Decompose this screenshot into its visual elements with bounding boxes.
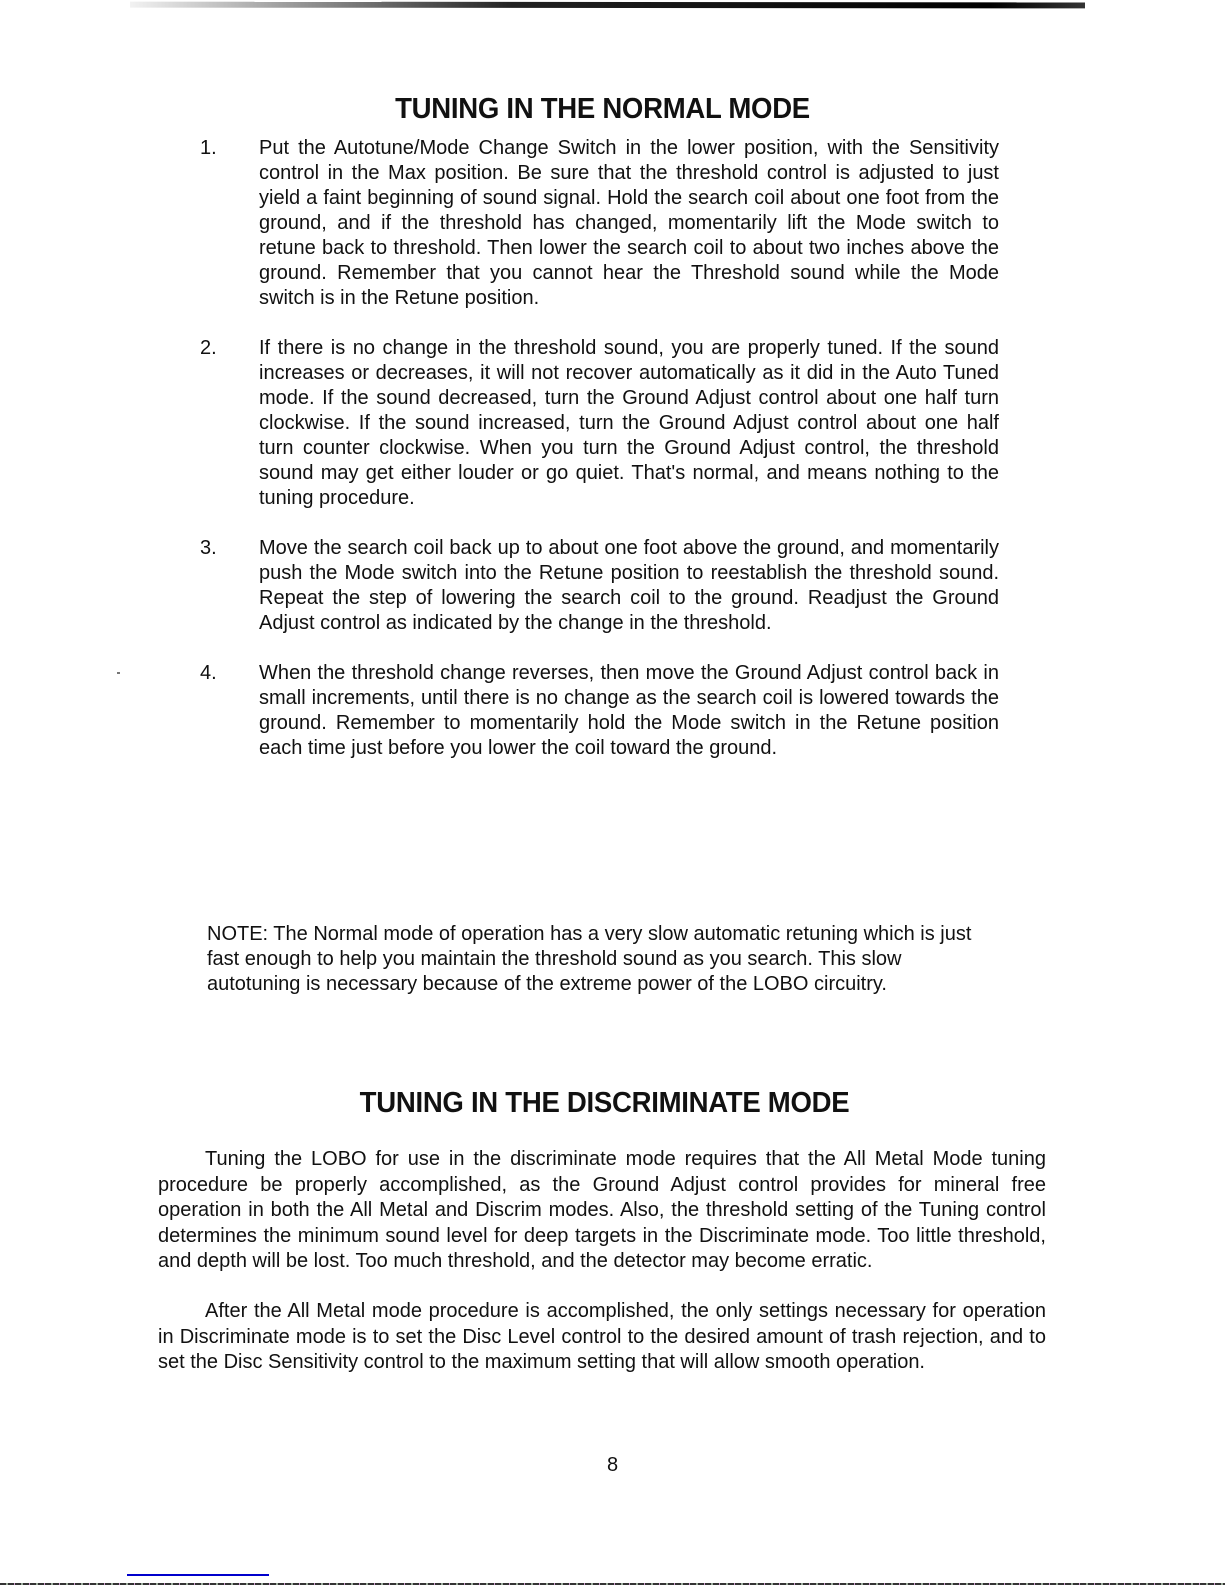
normal-mode-note: NOTE: The Normal mode of operation has a very slow automatic retuning which is just fast enough to help you maintain the threshold sound as you search. This slow autotuning is necessary because of the extreme power of the LOBO circuitry. [207,923,972,995]
step-item [200,336,1000,511]
section-heading-discriminate-mode: TUNING IN THE DISCRIMINATE MODE [359,1087,850,1120]
scan-artifact [117,672,120,674]
step-text: Move the search coil back up to about one foot above the ground, and momentarily push the Mode switch into the Retune position to reestablish the threshold sound. Repeat the step of lowering the search coil to the ground. Readjust the Ground Adjust control as indicated by the change in the threshold. [259,537,999,634]
scan-top-edge [130,2,1085,9]
discriminate-paragraph-1: Tuning the LOBO for use in the discriminate mode requires that the All Metal Mode tuning procedure be properly accomplished, as the Ground Adjust control provides for mineral free operation in both the All Metal and Discrim modes. Also, the threshold setting of the Tuning control determines the minimum sound level for deep targets in the Discriminate mode. Too little threshold, and depth will be lost. Too much threshold, and the detector may become erratic. [158,1148,1046,1272]
step-text: If there is no change in the threshold sound, you are properly tuned. If the sound increases or decreases, it will not recover automatically as it did in the Auto Tuned mode. If the sound decreased, turn the Ground Adjust control about one half turn clockwise. If the sound increased, turn the Ground Adjust control about one half turn counter clockwise. When you turn the Ground Adjust control, the threshold sound may get either louder or go quiet. That's normal, and means nothing to the tuning procedure. [259,337,999,509]
section-heading-normal-mode: TUNING IN THE NORMAL MODE [395,93,810,126]
step-item [200,536,1000,636]
normal-mode-steps [200,136,1000,786]
step-number: 3. [200,537,217,559]
step-text: When the threshold change reverses, then move the Ground Adjust control back in small increments, until there is no change as the search coil is lowered towards the ground. Remember to momentarily hold the Mode switch in the Retune position each time just before you lower the coil toward the ground. [259,662,999,759]
step-number: 2. [200,337,217,359]
step-text: Put the Autotune/Mode Change Switch in the lower position, with the Sensitivity control in the Max position. Be sure that the threshold control is adjusted to just yield a faint beginning of sound signal. Hold the search coil about one foot from the ground, and if the threshold has changed, momentarily lift the Mode switch to retune back to threshold. Then lower the search coil to about two inches above the ground. Remember that you cannot hear the Threshold sound while the Mode switch is in the Retune position. [259,137,999,309]
step-item [200,136,1000,311]
step-number: 1. [200,137,217,159]
discriminate-paragraph-2: After the All Metal mode procedure is accomplished, the only settings necessary for operation in Discriminate mode is to set the Disc Level control to the desired amount of trash rejection, and to set the Disc Sensitivity control to the maximum setting that will allow smooth operation. [158,1300,1046,1373]
step-number: 4. [200,662,217,684]
link-underline[interactable] [127,1574,269,1576]
step-item [200,661,1000,761]
page-number: 8 [606,1454,619,1476]
